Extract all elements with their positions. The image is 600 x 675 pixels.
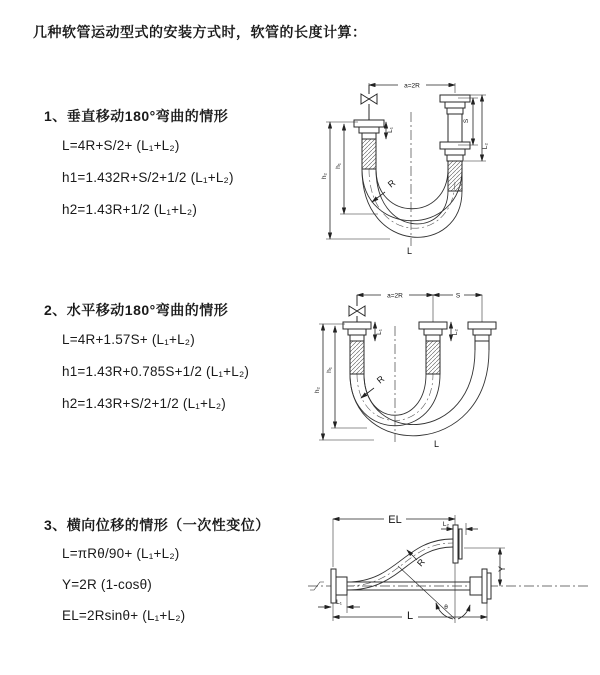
diagram-lateral-displacement <box>300 503 598 655</box>
dim-label-l2: L₂ <box>442 521 450 528</box>
dim-label-el: EL <box>388 514 402 526</box>
dim-label-h2: h₂ <box>321 172 328 180</box>
middle-flange-assembly <box>419 322 447 374</box>
radius-label: R <box>385 177 398 190</box>
section-1-formula-h1: h1=1.432R+S/2+1/2 (L₁+L₂) <box>62 170 234 185</box>
section-2-formula-h1: h1=1.43R+0.785S+1/2 (L₁+L₂) <box>62 364 250 379</box>
section-3-formula-L: L=πRθ/90+ (L₁+L₂) <box>62 546 180 561</box>
section-3-formula-Y: Y=2R (1-cosθ) <box>62 577 153 592</box>
dim-label-h1: h₁ <box>326 367 333 373</box>
dim-label-l1: L₁ <box>336 599 342 606</box>
dim-label-a2r: a=2R <box>404 82 420 90</box>
diagram-vertical-180-bend <box>312 70 590 258</box>
hose-arcs <box>350 350 489 436</box>
length-label: L <box>434 439 440 449</box>
left-flange-assembly <box>354 120 384 169</box>
left-flange-assembly <box>343 322 371 374</box>
dim-label-y: Y <box>497 565 507 573</box>
section-1-formula-h2: h2=1.43R+1/2 (L₁+L₂) <box>62 202 198 217</box>
dim-label-s: S <box>455 292 461 300</box>
dimension-lines <box>318 513 507 622</box>
radius-label: R <box>415 556 427 569</box>
document-title: 几种软管运动型式的安装方式时，软管的长度计算： <box>33 24 367 40</box>
dim-label-h1: h₁ <box>335 163 342 169</box>
section-2-formula-h2: h2=1.43R+S/2+1/2 (L₁+L₂) <box>62 396 226 411</box>
dim-label-l1: L₁ <box>376 329 383 335</box>
section-1-heading: 1、垂直移动180°弯曲的情形 <box>44 108 229 124</box>
moved-flange-assembly <box>468 322 496 350</box>
diagram-horizontal-180-bend <box>312 282 594 454</box>
displaced-hose-position <box>347 525 462 590</box>
hose-arcs <box>362 169 462 237</box>
section-2-heading: 2、水平移动180°弯曲的情形 <box>44 302 229 318</box>
dim-label-l2: L₂ <box>482 142 489 150</box>
dim-label-l1: L₁ <box>387 127 394 133</box>
section-3-heading: 3、横向位移的情形（一次性变位） <box>44 517 270 533</box>
section-1-formula-L: L=4R+S/2+ (L₁+L₂) <box>62 138 180 153</box>
length-label: L <box>407 246 413 256</box>
dim-label-l: L <box>406 610 414 622</box>
left-flange-assembly <box>331 569 347 603</box>
dim-label-h2: h₂ <box>314 386 321 394</box>
radius-label: R <box>374 373 387 386</box>
dim-label-s: S <box>463 118 470 124</box>
section-2-formula-L: L=4R+1.57S+ (L₁+L₂) <box>62 332 195 347</box>
theta-label: θ <box>444 604 448 611</box>
right-flange-assembly <box>440 95 470 191</box>
dim-label-l2: L₂ <box>452 328 459 336</box>
dimension-lines <box>314 290 482 449</box>
valve-icon <box>349 295 365 322</box>
section-3-formula-EL: EL=2Rsinθ+ (L₁+L₂) <box>62 608 186 623</box>
valve-icon <box>361 85 377 120</box>
dim-label-a2r: a=2R <box>387 292 403 300</box>
